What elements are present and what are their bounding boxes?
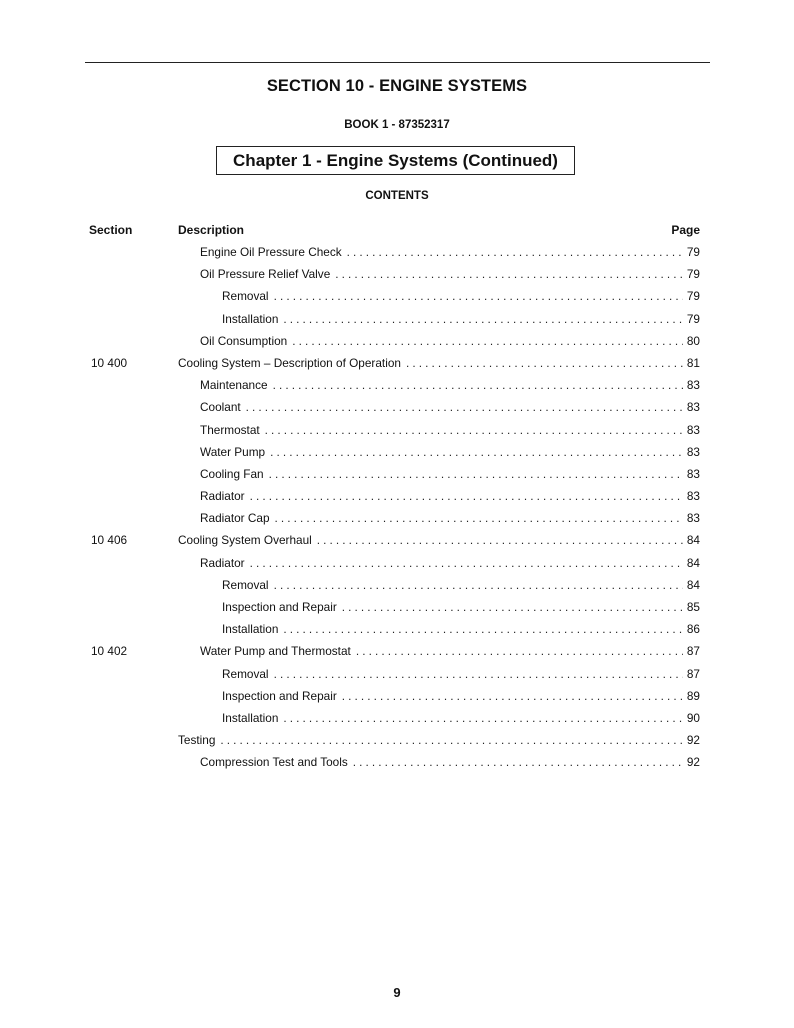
dot-leader <box>283 618 682 640</box>
toc-page-number: 83 <box>686 400 700 415</box>
toc-page-number: 86 <box>686 622 700 637</box>
toc-entry <box>200 463 700 485</box>
toc-row <box>0 285 794 307</box>
toc-row <box>0 241 794 263</box>
toc-page-number: 84 <box>686 555 700 570</box>
dot-leader <box>270 441 683 463</box>
toc-row <box>0 263 794 285</box>
dot-leader <box>274 574 683 596</box>
toc-description: Removal <box>222 289 269 304</box>
toc-entry <box>222 596 700 618</box>
book-number: BOOK 1 - 87352317 <box>344 119 450 131</box>
toc-description: Installation <box>222 311 279 326</box>
toc-description: Oil Consumption <box>200 333 288 348</box>
toc-entry <box>222 685 700 707</box>
toc-row <box>0 396 794 418</box>
toc-row <box>0 529 794 551</box>
table-of-contents <box>0 241 794 774</box>
toc-entry <box>178 529 700 551</box>
toc-description: Compression Test and Tools <box>200 755 348 770</box>
dot-leader <box>292 330 683 352</box>
toc-row <box>0 419 794 441</box>
dot-leader <box>347 241 683 263</box>
toc-description: Coolant <box>200 400 241 415</box>
toc-page-number: 83 <box>686 489 700 504</box>
toc-entry <box>200 241 700 263</box>
dot-leader <box>274 285 683 307</box>
dot-leader <box>250 552 683 574</box>
dot-leader <box>283 308 682 330</box>
toc-description: Oil Pressure Relief Valve <box>200 267 331 282</box>
dot-leader <box>246 396 683 418</box>
toc-entry <box>200 552 700 574</box>
toc-description: Removal <box>222 577 269 592</box>
dot-leader <box>356 640 683 662</box>
toc-entry <box>222 285 700 307</box>
toc-row <box>0 441 794 463</box>
toc-description: Cooling System – Description of Operation <box>178 355 401 370</box>
toc-row <box>0 308 794 330</box>
toc-description: Inspection and Repair <box>222 688 337 703</box>
toc-row <box>0 374 794 396</box>
toc-row <box>0 507 794 529</box>
toc-page-number: 79 <box>686 245 700 259</box>
toc-row <box>0 485 794 507</box>
toc-description: Engine Oil Pressure Check <box>200 245 342 259</box>
toc-entry <box>178 352 700 374</box>
toc-entry <box>200 330 700 352</box>
dot-leader <box>353 751 683 773</box>
toc-row <box>0 552 794 574</box>
dot-leader <box>342 685 683 707</box>
dot-leader <box>250 485 683 507</box>
toc-row <box>0 596 794 618</box>
dot-leader <box>335 263 683 285</box>
toc-entry <box>178 729 700 751</box>
toc-description: Maintenance <box>200 378 268 393</box>
toc-page-number: 84 <box>686 577 700 592</box>
toc-entry <box>200 751 700 773</box>
toc-description: Installation <box>222 710 279 725</box>
toc-entry <box>200 441 700 463</box>
toc-entry <box>200 507 700 529</box>
toc-description: Removal <box>222 666 269 681</box>
toc-page-number: 92 <box>686 755 700 770</box>
dot-leader <box>317 529 683 551</box>
toc-page-number: 87 <box>686 666 700 681</box>
chapter-title: Chapter 1 - Engine Systems (Continued) <box>216 146 575 175</box>
toc-description: Radiator Cap <box>200 511 270 526</box>
toc-section-code: 10 402 <box>91 644 128 659</box>
dot-leader <box>265 419 683 441</box>
toc-description: Water Pump <box>200 444 266 459</box>
toc-page-number: 80 <box>686 333 700 348</box>
toc-page-number: 83 <box>686 511 700 526</box>
toc-page-number: 81 <box>686 355 700 370</box>
toc-entry <box>222 574 700 596</box>
column-header-description: Description <box>178 223 245 237</box>
dot-leader <box>275 507 683 529</box>
toc-row <box>0 707 794 729</box>
toc-row <box>0 352 794 374</box>
toc-page-number: 79 <box>686 289 700 304</box>
toc-entry <box>222 618 700 640</box>
toc-page-number: 84 <box>686 533 700 548</box>
toc-description: Water Pump and Thermostat <box>200 644 351 659</box>
page-number: 9 <box>393 985 401 1000</box>
dot-leader <box>274 663 683 685</box>
toc-page-number: 83 <box>686 444 700 459</box>
column-header-page: Page <box>671 223 700 237</box>
toc-section-code: 10 400 <box>91 355 128 370</box>
dot-leader <box>220 729 682 751</box>
toc-page-number: 87 <box>686 644 700 659</box>
dot-leader <box>273 374 683 396</box>
toc-description: Installation <box>222 622 279 637</box>
toc-row <box>0 463 794 485</box>
toc-row <box>0 574 794 596</box>
toc-description: Radiator <box>200 555 245 570</box>
toc-row <box>0 685 794 707</box>
toc-description: Testing <box>178 733 216 748</box>
toc-entry <box>200 374 700 396</box>
toc-entry <box>200 396 700 418</box>
section-title: SECTION 10 - ENGINE SYSTEMS <box>266 77 528 95</box>
toc-row <box>0 729 794 751</box>
toc-entry <box>200 640 700 662</box>
toc-row <box>0 663 794 685</box>
toc-entry <box>222 308 700 330</box>
toc-page-number: 79 <box>686 267 700 282</box>
top-rule <box>85 62 710 63</box>
contents-heading: CONTENTS <box>365 190 429 202</box>
dot-leader <box>283 707 682 729</box>
column-header-section: Section <box>89 223 133 237</box>
dot-leader <box>269 463 683 485</box>
toc-page-number: 89 <box>686 688 700 703</box>
toc-page-number: 83 <box>686 378 700 393</box>
toc-page-number: 83 <box>686 422 700 437</box>
toc-page-number: 83 <box>686 466 700 481</box>
dot-leader <box>406 352 683 374</box>
toc-description: Cooling System Overhaul <box>178 533 312 548</box>
toc-row <box>0 330 794 352</box>
toc-row <box>0 640 794 662</box>
toc-page-number: 90 <box>686 710 700 725</box>
toc-entry <box>222 707 700 729</box>
toc-entry <box>200 485 700 507</box>
toc-page-number: 85 <box>686 600 700 614</box>
toc-entry <box>200 263 700 285</box>
toc-description: Thermostat <box>200 422 260 437</box>
toc-description: Inspection and Repair <box>222 600 337 614</box>
toc-description: Radiator <box>200 489 245 504</box>
toc-entry <box>200 419 700 441</box>
dot-leader <box>342 596 683 618</box>
toc-page-number: 79 <box>686 311 700 326</box>
toc-page-number: 92 <box>686 733 700 748</box>
toc-entry <box>222 663 700 685</box>
toc-row <box>0 751 794 773</box>
toc-description: Cooling Fan <box>200 466 264 481</box>
toc-row <box>0 618 794 640</box>
toc-section-code: 10 406 <box>91 533 128 548</box>
